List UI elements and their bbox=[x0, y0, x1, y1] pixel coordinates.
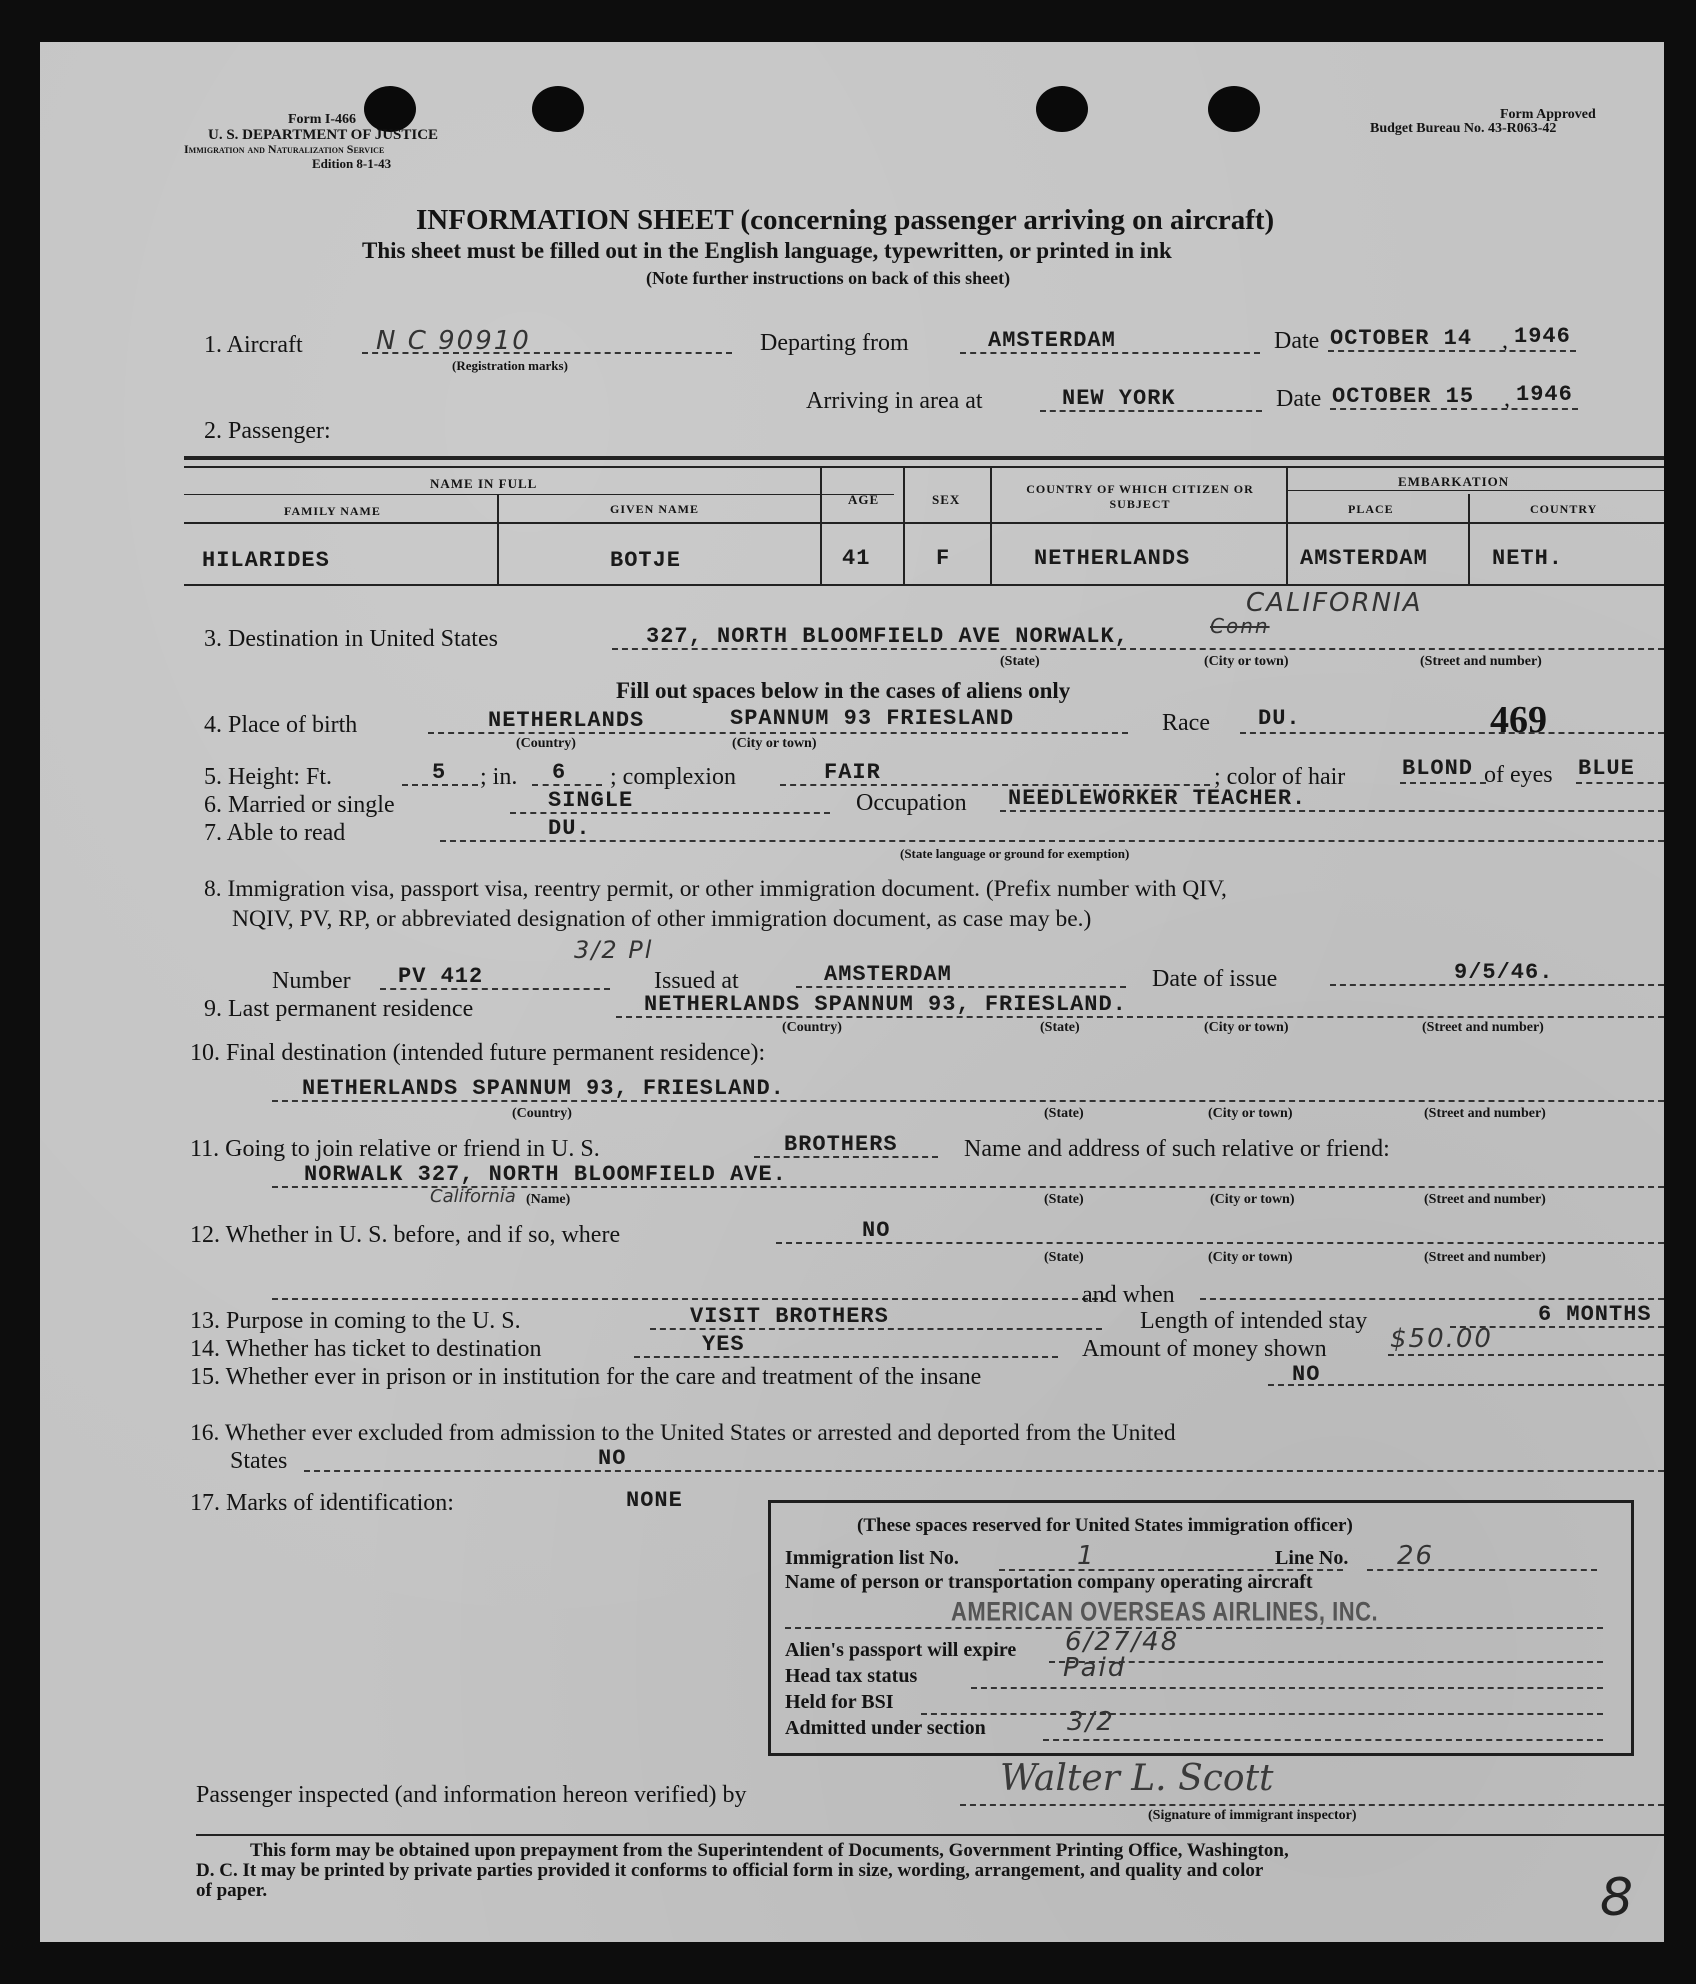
caption-street: (Street and number) bbox=[1420, 654, 1542, 669]
marital-value: SINGLE bbox=[548, 788, 634, 813]
residence-label: 9. Last permanent residence bbox=[204, 996, 474, 1022]
operator-label: Name of person or transportation company operating aircraft bbox=[785, 1571, 1313, 1593]
form-note: (Note further instructions on back of this sheet) bbox=[646, 268, 1011, 288]
arrival-date-label: Date bbox=[1276, 386, 1322, 412]
complexion-label: ; complexion bbox=[610, 764, 736, 790]
officer-box-title: (These spaces reserved for United States immigration officer) bbox=[857, 1515, 1353, 1536]
sex-header: SEX bbox=[932, 492, 961, 507]
birth-city: SPANNUM 93 FRIESLAND bbox=[730, 706, 1015, 731]
excluded-line1: 16. Whether ever excluded from admission to the United States or arrested and deported from the United bbox=[190, 1420, 1176, 1446]
purpose-value: VISIT BROTHERS bbox=[690, 1304, 889, 1329]
destination-struck-state: Conn bbox=[1210, 614, 1270, 638]
visa-handwritten: 3/2 Pl bbox=[574, 936, 654, 964]
service: Immigration and Naturalization Service bbox=[184, 142, 385, 156]
caption-country: (Country) bbox=[782, 1020, 842, 1035]
footer-line2: D. C. It may be printed by private parties provided it conforms to official form in size, wording, arrangement, and quality and color bbox=[196, 1860, 1264, 1881]
final-destination-value: NETHERLANDS SPANNUM 93, FRIESLAND. bbox=[302, 1076, 785, 1101]
height-label: 5. Height: Ft. bbox=[204, 764, 333, 790]
identification-label: 17. Marks of identification: bbox=[190, 1490, 454, 1516]
caption-city: (City or town) bbox=[1204, 1020, 1289, 1035]
department: U. S. DEPARTMENT OF JUSTICE bbox=[208, 127, 439, 143]
arriving-label: Arriving in area at bbox=[806, 388, 983, 414]
inspector-signature: Walter L. Scott bbox=[1000, 1758, 1274, 1799]
and-when-label: and when bbox=[1082, 1282, 1175, 1308]
list-no-value: 1 bbox=[1077, 1541, 1096, 1571]
footer-line1: This form may be obtained upon prepayment from the Superintendent of Documents, Government Printing Office, Washington, bbox=[250, 1840, 1289, 1861]
name-in-full-header: NAME IN FULL bbox=[430, 476, 538, 491]
punch-hole bbox=[1036, 86, 1088, 132]
form-number: Form I-466 bbox=[288, 112, 357, 127]
embarkation-header: EMBARKATION bbox=[1398, 474, 1510, 489]
signature-caption: (Signature of immigrant inspector) bbox=[1148, 1808, 1357, 1823]
passport-expire-label: Alien's passport will expire bbox=[785, 1639, 1017, 1661]
inspected-label: Passenger inspected (and information hereon verified) by bbox=[196, 1782, 747, 1808]
date-label: Date bbox=[1274, 328, 1320, 354]
punch-hole bbox=[532, 86, 584, 132]
passenger-label: 2. Passenger: bbox=[204, 418, 331, 444]
money-value: $50.00 bbox=[1390, 1324, 1493, 1354]
excluded-value: NO bbox=[598, 1446, 627, 1471]
arriving-value: NEW YORK bbox=[1062, 386, 1176, 411]
arrival-year: 1946 bbox=[1516, 382, 1573, 407]
visa-number-label: Number bbox=[272, 968, 351, 994]
aircraft-value: N C 90910 bbox=[376, 326, 531, 356]
height-in-label: ; in. bbox=[480, 764, 518, 790]
place-header: PLACE bbox=[1348, 502, 1394, 516]
caption-state: (State) bbox=[1044, 1192, 1084, 1207]
citizen-header: COUNTRY OF WHICH CITIZEN OR SUBJECT bbox=[1026, 482, 1254, 511]
ticket-value: YES bbox=[702, 1332, 745, 1357]
given-name: BOTJE bbox=[610, 548, 682, 573]
caption-state: (State) bbox=[1044, 1250, 1084, 1265]
age-value: 41 bbox=[842, 546, 871, 571]
hair-label: ; color of hair bbox=[1214, 764, 1346, 790]
form-sheet: Form I-466 U. S. DEPARTMENT OF JUSTICE Immigration and Naturalization Service Edition 8-1-43 Form Approved Budget Bureau No. 43-R063-42 INFORMATION SHEET (concerning passenger arriving on aircraft) This sheet must be filled out in the English language, typewritten, or printed in ink (Note further instructions on back of this sheet) 1. Aircraft N C 90910 (Registration marks) Departing from AMSTERDAM Date OCTOBER 14 , 1946 Arriving in area at NEW YORK Date OCTOBER 15 , 1946 2. Passenger: NAME IN FULL FAMILY NAME GIVEN NAME AGE SEX COUNTRY OF WHICH CITIZEN OR SUBJECT EMBARKATION PLACE COUNTRY HILARIDES BOTJE 41 F NETHERLANDS AMSTERDAM NETH. 3. Destination in United States 327, NORTH BLOOMFIELD AVE NORWALK, CALIFORNIA Conn (State) (City or town) (Street and number) Fill out spaces below in the cases of aliens only 4. Place of birth NETHERLANDS SPANNUM 93 FRIESLAND (Country) (City or town) Race DU. 469 5. Height: Ft. 5 ; in. 6 ; complexion FAIR ; color of hair BLOND of eyes BLUE 6. Married or single SINGLE Occupation NEEDLEWORKER TEACHER. 7. Able to read DU. (State language or ground for exemption) 8. Immigration visa, passport visa, reentry permit, or other immigration document. (Prefix number with QIV, NQIV, PV, RP, or abbreviated designation of other immigration document, as case may be.) 3/2 Pl Number PV 412 Issued at AMSTERDAM Date of issue 9/5/46. 9. Last permanent residence NETHERLANDS SPANNUM 93, FRIESLAND. (Country) (State) (City or town) (Street and number) 10. Final destination (intended future permanent residence): NETHERLANDS SPANNUM 93, FRIESLAND. (Country) (State) (City or town) (Street and number) 11. Going to join relative or friend in U. S. BROTHERS Name and address of such relative or friend: NORWALK 327, NORTH BLOOMFIELD AVE. California (Name) (State) (City or town) (Street and number) 12. Whether in U. S. before, and if so, where NO (State) (City or town) (Street and number) and when 13. Purpose in coming to the U. S. VISIT BROTHERS Length of intended stay 6 MONTHS 14. Whether has ticket to destination YES Amount of money shown $50.00 15. Whether ever in prison or in institution for the care and treatment of the insane NO 16. Whether ever excluded from admission to the United States or arrested and deported from the United States NO 17. Marks of identification: NONE (These spaces reserved for United States immigration officer) Immigration list No. 1 Line No. 26 Name of person or transportation company operating aircraft AMERICAN OVERSEAS AIRLINES, INC. Alien's passport will expire 6/27/48 Head tax status Paid Held for BSI Admitted under section 3/2 Passenger inspected (and information hereon verified) by Walter L. Scott (Signature of immigrant inspector) This form may be obtained upon prepayment from the Superintendent of Documents, Government Printing Office, Washington, D. C. It may be printed by private parties provided it conforms to official form in size, wording, arrangement, and quality and color of paper. 8 bbox=[40, 42, 1664, 1942]
embark-country: NETH. bbox=[1492, 546, 1564, 571]
hair-value: BLOND bbox=[1402, 756, 1474, 781]
line-no-label: Line No. bbox=[1275, 1547, 1349, 1569]
head-tax-value: Paid bbox=[1063, 1653, 1127, 1683]
caption-state: (State) bbox=[1044, 1106, 1084, 1121]
issue-date-label: Date of issue bbox=[1152, 966, 1278, 992]
officer-box bbox=[768, 1500, 1634, 1756]
admitted-section-value: 3/2 bbox=[1067, 1707, 1115, 1737]
embark-place: AMSTERDAM bbox=[1300, 546, 1428, 571]
prison-value: NO bbox=[1292, 1362, 1321, 1387]
identification-value: NONE bbox=[626, 1488, 683, 1513]
caption-street: (Street and number) bbox=[1424, 1250, 1546, 1265]
destination-handwritten-state: CALIFORNIA bbox=[1246, 588, 1423, 618]
join-relative-label: 11. Going to join relative or friend in U. S. bbox=[190, 1136, 600, 1162]
registration-caption: (Registration marks) bbox=[452, 358, 568, 373]
family-name-header: FAMILY NAME bbox=[284, 504, 381, 518]
citizen-value: NETHERLANDS bbox=[1034, 546, 1191, 571]
edition: Edition 8-1-43 bbox=[312, 156, 392, 171]
caption-country: (Country) bbox=[516, 736, 576, 751]
age-header: AGE bbox=[848, 492, 880, 507]
aircraft-label: 1. Aircraft bbox=[204, 332, 303, 358]
previous-us-label: 12. Whether in U. S. before, and if so, where bbox=[190, 1222, 621, 1248]
punch-hole bbox=[1208, 86, 1260, 132]
read-label: 7. Able to read bbox=[204, 820, 346, 846]
stay-value: 6 MONTHS bbox=[1538, 1302, 1652, 1327]
caption-city: (City or town) bbox=[732, 736, 817, 751]
read-value: DU. bbox=[548, 816, 591, 841]
eyes-value: BLUE bbox=[1578, 756, 1635, 781]
eyes-label: of eyes bbox=[1484, 762, 1553, 788]
visa-line2: NQIV, PV, RP, or abbreviated designation of other immigration document, as case may be.) bbox=[232, 906, 1092, 932]
prison-label: 15. Whether ever in prison or in institution for the care and treatment of the insane bbox=[190, 1364, 982, 1390]
issued-label: Issued at bbox=[654, 968, 739, 994]
relative-handwritten-state: California bbox=[430, 1186, 516, 1207]
caption-state: (State) bbox=[1000, 654, 1040, 669]
residence-value: NETHERLANDS SPANNUM 93, FRIESLAND. bbox=[644, 992, 1127, 1017]
relative-address-label: Name and address of such relative or friend: bbox=[964, 1136, 1390, 1162]
destination-value: 327, NORTH BLOOMFIELD AVE NORWALK, bbox=[646, 624, 1129, 649]
read-caption: (State language or ground for exemption) bbox=[900, 846, 1130, 861]
issue-date: 9/5/46. bbox=[1454, 960, 1554, 985]
arrival-date: OCTOBER 15 bbox=[1332, 384, 1475, 409]
caption-street: (Street and number) bbox=[1424, 1192, 1546, 1207]
given-name-header: GIVEN NAME bbox=[610, 502, 700, 516]
departing-label: Departing from bbox=[760, 330, 909, 356]
sex-value: F bbox=[936, 546, 951, 571]
caption-country: (Country) bbox=[512, 1106, 572, 1121]
form-subtitle: This sheet must be filled out in the English language, typewritten, or printed in ink bbox=[362, 238, 1172, 263]
occupation-value: NEEDLEWORKER TEACHER. bbox=[1008, 786, 1307, 811]
budget-bureau: Budget Bureau No. 43-R063-42 bbox=[1370, 121, 1557, 136]
page-mark: 8 bbox=[1600, 1868, 1634, 1928]
caption-city: (City or town) bbox=[1210, 1192, 1295, 1207]
passport-expire-value: 6/27/48 bbox=[1065, 1627, 1180, 1657]
excluded-line2: States bbox=[230, 1448, 288, 1474]
money-label: Amount of money shown bbox=[1082, 1336, 1327, 1362]
occupation-label: Occupation bbox=[856, 790, 967, 816]
ticket-label: 14. Whether has ticket to destination bbox=[190, 1336, 542, 1362]
previous-us-value: NO bbox=[862, 1218, 891, 1243]
form-approved: Form Approved bbox=[1500, 107, 1596, 122]
race-value: DU. bbox=[1258, 706, 1301, 731]
visa-line1: 8. Immigration visa, passport visa, reentry permit, or other immigration document. (Prefix number with QIV, bbox=[204, 876, 1227, 902]
caption-city: (City or town) bbox=[1208, 1106, 1293, 1121]
departing-value: AMSTERDAM bbox=[988, 328, 1116, 353]
list-no-label: Immigration list No. bbox=[785, 1547, 959, 1569]
relative-address: NORWALK 327, NORTH BLOOMFIELD AVE. bbox=[304, 1162, 787, 1187]
head-tax-label: Head tax status bbox=[785, 1665, 918, 1687]
depart-year: 1946 bbox=[1514, 324, 1571, 349]
height-in: 6 bbox=[552, 760, 567, 785]
birth-country: NETHERLANDS bbox=[488, 708, 645, 733]
family-name: HILARIDES bbox=[202, 548, 330, 573]
visa-number: PV 412 bbox=[398, 964, 484, 989]
caption-city: (City or town) bbox=[1208, 1250, 1293, 1265]
caption-street: (Street and number) bbox=[1422, 1020, 1544, 1035]
admitted-section-label: Admitted under section bbox=[785, 1717, 986, 1739]
depart-date: OCTOBER 14 bbox=[1330, 326, 1473, 351]
caption-street: (Street and number) bbox=[1424, 1106, 1546, 1121]
destination-label: 3. Destination in United States bbox=[204, 626, 498, 652]
held-bsi-label: Held for BSI bbox=[785, 1691, 894, 1713]
operator-stamp: AMERICAN OVERSEAS AIRLINES, INC. bbox=[951, 1596, 1379, 1627]
line-no-value: 26 bbox=[1397, 1541, 1435, 1571]
issued-value: AMSTERDAM bbox=[824, 962, 952, 987]
birthplace-label: 4. Place of birth bbox=[204, 712, 358, 738]
aliens-only-heading: Fill out spaces below in the cases of aliens only bbox=[616, 678, 1071, 703]
stamp-number: 469 bbox=[1490, 699, 1547, 741]
marital-label: 6. Married or single bbox=[204, 792, 395, 818]
footer-line3: of paper. bbox=[196, 1880, 268, 1901]
country-header: COUNTRY bbox=[1530, 502, 1598, 516]
caption-city: (City or town) bbox=[1204, 654, 1289, 669]
stay-label: Length of intended stay bbox=[1140, 1308, 1368, 1334]
height-ft: 5 bbox=[432, 760, 447, 785]
race-label: Race bbox=[1162, 710, 1210, 736]
complexion-value: FAIR bbox=[824, 760, 881, 785]
caption-name: (Name) bbox=[526, 1192, 571, 1207]
final-destination-label: 10. Final destination (intended future permanent residence): bbox=[190, 1040, 766, 1066]
join-relative-value: BROTHERS bbox=[784, 1132, 898, 1157]
punch-hole bbox=[364, 86, 416, 132]
purpose-label: 13. Purpose in coming to the U. S. bbox=[190, 1308, 521, 1334]
caption-state: (State) bbox=[1040, 1020, 1080, 1035]
form-title: INFORMATION SHEET (concerning passenger arriving on aircraft) bbox=[416, 204, 1275, 236]
